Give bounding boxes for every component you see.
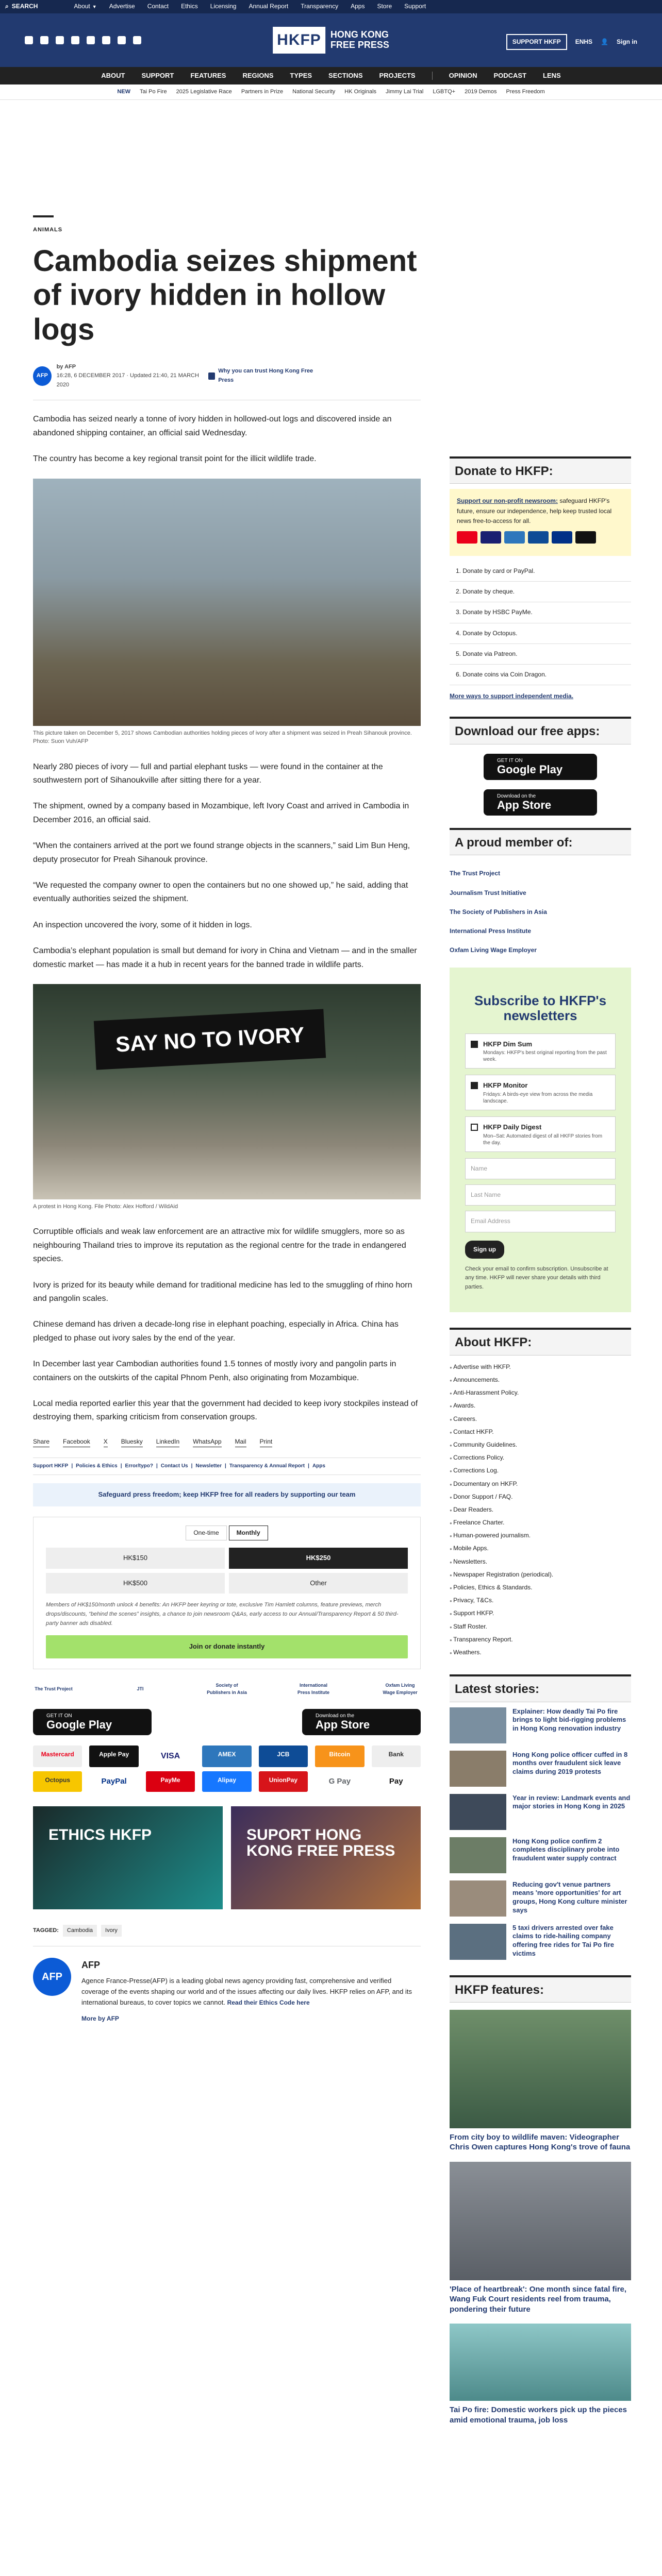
nav-sections[interactable]: SECTIONS bbox=[328, 71, 363, 79]
about-link[interactable]: ● Mobile Apps. bbox=[450, 1542, 631, 1555]
about-link[interactable]: ● Freelance Charter. bbox=[450, 1516, 631, 1529]
newsletter-title: Subscribe to HKFP's newsletters bbox=[474, 993, 607, 1023]
freq-one-time[interactable]: One-time bbox=[186, 1526, 226, 1540]
share-mail[interactable]: Mail bbox=[235, 1437, 246, 1447]
share-linkedin[interactable]: LinkedIn bbox=[156, 1437, 179, 1447]
instagram-icon[interactable] bbox=[56, 36, 64, 44]
about-link[interactable]: ● Awards. bbox=[450, 1399, 631, 1412]
sidebar bbox=[450, 456, 631, 2434]
paypal-icon bbox=[552, 531, 572, 544]
mastercard-icon bbox=[457, 531, 477, 544]
byline-author[interactable]: by AFP bbox=[56, 363, 76, 370]
nav-features[interactable]: FEATURES bbox=[190, 71, 226, 79]
utility-nav-contact[interactable]: Contact bbox=[147, 3, 169, 10]
tag-list bbox=[33, 1925, 421, 1947]
bluesky-icon[interactable] bbox=[87, 36, 95, 44]
jti-logo[interactable]: Journalism Trust Initiative bbox=[450, 889, 526, 896]
footer-link[interactable]: Contact Us bbox=[160, 1463, 188, 1469]
protest-banner: SAY NO TO IVORY bbox=[94, 1009, 326, 1070]
footer-link[interactable]: Error/typo? bbox=[125, 1463, 153, 1469]
latest-story[interactable]: Hong Kong police confirm 2 completes disciplinary probe into fraudulent water supply contract bbox=[450, 1837, 631, 1873]
tags-label: TAGGED: bbox=[33, 1927, 59, 1934]
trust-project-logo[interactable]: The Trust Project bbox=[35, 1686, 73, 1692]
utility-nav-annual-report[interactable]: Annual Report bbox=[249, 3, 289, 10]
feature-story[interactable]: From city boy to wildlife maven: Videographer Chris Owen captures Hong Kong's trove of fauna bbox=[450, 2010, 631, 2153]
site-logo[interactable]: HKFP HONG KONG FREE PRESS bbox=[273, 27, 389, 54]
utility-nav-store[interactable]: Store bbox=[377, 3, 392, 10]
main-navigation bbox=[0, 67, 662, 84]
donate-option[interactable]: 6. Donate coins via Coin Dragon. bbox=[450, 665, 631, 685]
about-link[interactable]: ● Policies, Ethics & Standards. bbox=[450, 1581, 631, 1594]
category-rule bbox=[33, 215, 54, 217]
article-footer-links: Support HKFP | Policies & Ethics | Error/typo? | Contact Us | Newsletter | Transparency & Annual Report | Apps bbox=[33, 1458, 421, 1475]
sopa-logo[interactable]: Society of Publishers in Asia bbox=[207, 1683, 247, 1696]
ivory-seizure-photo bbox=[33, 479, 421, 726]
trending-item[interactable]: National Security bbox=[292, 88, 336, 95]
trending-item[interactable]: 2025 Legislative Race bbox=[176, 88, 232, 95]
latest-story[interactable]: Reducing gov't venue partners means 'more opportunities' for art groups, Hong Kong culture minister says bbox=[450, 1880, 631, 1917]
article-paragraph: Cambodia has seized nearly a tonne of ivory hidden in hollowed-out logs and discovered inside an abandoned shipping container, an official said Wednesday. bbox=[33, 415, 392, 437]
youtube-icon[interactable] bbox=[102, 36, 110, 44]
jti-logo[interactable]: JTI bbox=[137, 1686, 144, 1692]
sopa-logo[interactable]: The Society of Publishers in Asia bbox=[450, 908, 547, 916]
apps-section-title: Download our free apps: bbox=[450, 717, 631, 744]
sidebar-store-buttons bbox=[450, 754, 631, 816]
apple-pay-text-icon: Pay bbox=[372, 1771, 421, 1792]
promo-banners bbox=[33, 1806, 421, 1909]
frequency-toggle bbox=[46, 1526, 408, 1540]
top-utility-bar bbox=[0, 0, 662, 13]
more-by-author-link[interactable]: More by AFP bbox=[81, 2015, 119, 2023]
newsletter-option[interactable]: HKFP Monitor Fridays: A birds-eye view from across the media landscape. bbox=[465, 1075, 616, 1110]
article-paragraph: Ivory is prized for its beauty while demand for traditional medicine has led to the smuggling of rhino horn and pangolin scales. bbox=[33, 1280, 412, 1303]
about-link[interactable]: ● Announcements. bbox=[450, 1374, 631, 1386]
store-buttons bbox=[33, 1709, 421, 1735]
latest-section-title: Latest stories: bbox=[450, 1674, 631, 1702]
about-link[interactable]: ● Newspaper Registration (periodical). bbox=[450, 1568, 631, 1581]
more-ways-link[interactable]: More ways to support independent media. bbox=[450, 692, 574, 700]
article bbox=[33, 215, 421, 2025]
article-paragraph: The country has become a key regional transit point for the illicit wildlife trade. bbox=[33, 454, 317, 464]
article-paragraph: Chinese demand has driven a decade-long rise in elephant poaching, especially in Africa. China has pledged to phase out ivory sales by the end of the year. bbox=[33, 1320, 399, 1343]
author-name[interactable]: AFP bbox=[81, 1960, 100, 1971]
features-section-title: HKFP features: bbox=[450, 1975, 631, 2003]
utility-nav-transparency[interactable]: Transparency bbox=[301, 3, 339, 10]
support-promo[interactable]: SUPORT HONG KONG FREE PRESS bbox=[231, 1806, 421, 1909]
about-links bbox=[450, 1361, 631, 1659]
amount-option-selected[interactable]: HK$250 bbox=[229, 1548, 408, 1569]
latest-story[interactable]: Hong Kong police officer cuffed in 8 months over fraudulent sick leave claims during 2019 protests bbox=[450, 1751, 631, 1787]
about-link[interactable]: ● Human-powered journalism. bbox=[450, 1529, 631, 1542]
email-icon[interactable] bbox=[118, 36, 126, 44]
donate-option[interactable]: 2. Donate by cheque. bbox=[450, 582, 631, 602]
donate-intro: Support our non-profit newsroom: safeguard HKFP's future, ensure our independence, help keep trusted local news free-to-access for all. bbox=[450, 489, 631, 556]
about-link[interactable]: ● Community Guidelines. bbox=[450, 1438, 631, 1451]
paypal-icon: PayPal bbox=[89, 1771, 138, 1792]
trending-new-badge: NEW bbox=[117, 88, 130, 95]
trust-link[interactable]: Why you can trust Hong Kong Free Press bbox=[208, 367, 323, 385]
x-icon[interactable] bbox=[40, 36, 48, 44]
trending-item[interactable]: Partners in Prize bbox=[241, 88, 284, 95]
donate-widget bbox=[33, 1517, 421, 1669]
nav-types[interactable]: TYPES bbox=[290, 71, 312, 79]
footer-link[interactable]: Newsletter bbox=[195, 1463, 222, 1469]
utility-nav-licensing[interactable]: Licensing bbox=[210, 3, 237, 10]
alipay-icon: Alipay bbox=[202, 1771, 251, 1792]
apple-pay-icon bbox=[575, 531, 596, 544]
article-paragraph: Local media reported earlier this year that the government had decided to keep ivory stockpiles instead of destroying them, sparking criticism from conservation groups. bbox=[33, 1399, 418, 1422]
protest-photo bbox=[33, 984, 421, 1199]
trending-bar bbox=[0, 84, 662, 100]
article-paragraph: “We requested the company owner to open the containers but no one showed up,” he said, adding that eventually authorities seized the shipment. bbox=[33, 880, 408, 904]
article-title: Cambodia seizes shipment of ivory hidden in hollow logs bbox=[33, 244, 417, 346]
about-link[interactable]: ● Advertise with HKFP. bbox=[450, 1361, 631, 1374]
story-thumbnail bbox=[450, 1707, 506, 1743]
feature-story[interactable]: Tai Po fire: Domestic workers pick up the pieces amid emotional trauma, job loss bbox=[450, 2324, 631, 2425]
nav-lens[interactable]: LENS bbox=[543, 71, 561, 79]
feature-image bbox=[450, 2162, 631, 2280]
story-thumbnail bbox=[450, 1880, 506, 1917]
article-paragraph: Corruptible officials and weak law enforcement are an attractive mix for wildlife smugglers, more so as neighbouring Thailand tries to improve its reputation as the regional centre for the trade in endangered species. bbox=[33, 1227, 406, 1264]
donate-option[interactable]: 4. Donate by Octopus. bbox=[450, 623, 631, 644]
user-icon: 👤 bbox=[601, 38, 608, 45]
byline bbox=[33, 363, 421, 401]
about-link[interactable]: ● Contact HKFP. bbox=[450, 1426, 631, 1438]
article-paragraph: An inspection uncovered the ivory, some of it hidden in logs. bbox=[33, 920, 252, 929]
ipi-logo[interactable]: International Press Institute bbox=[297, 1683, 330, 1696]
trending-item[interactable]: 2019 Demos bbox=[465, 88, 497, 95]
photo-caption: This picture taken on December 5, 2017 shows Cambodian authorities holding pieces of ivory after a shipment was seized in Preah Sihanouk province. Photo: Suon Vuh/AFP bbox=[33, 730, 412, 745]
utility-nav-support[interactable]: Support bbox=[404, 3, 426, 10]
newsletter-option[interactable]: HKFP Dim Sum Mondays: HKFP's best original reporting from the past week. bbox=[465, 1033, 616, 1069]
photo-caption: A protest in Hong Kong. File Photo: Alex Hofford / WildAid bbox=[33, 1203, 178, 1210]
join-donate-button[interactable]: Join or donate instantly bbox=[46, 1635, 408, 1658]
oxfam-logo[interactable]: Oxfam Living Wage Employer bbox=[450, 946, 537, 954]
footer-link[interactable]: Support HKFP bbox=[33, 1463, 69, 1469]
trending-item[interactable]: HK Originals bbox=[344, 88, 377, 95]
share-facebook[interactable]: Facebook bbox=[63, 1437, 90, 1447]
share-print[interactable]: Print bbox=[260, 1437, 273, 1447]
story-thumbnail bbox=[450, 1924, 506, 1960]
tag[interactable]: Cambodia bbox=[63, 1925, 97, 1937]
article-category[interactable]: ANIMALS bbox=[33, 227, 63, 233]
nav-opinion[interactable]: OPINION bbox=[449, 71, 477, 79]
trending-item[interactable]: Jimmy Lai Trial bbox=[386, 88, 424, 95]
visa-icon bbox=[481, 531, 501, 544]
donate-section-title: Donate to HKFP: bbox=[450, 456, 631, 484]
story-thumbnail bbox=[450, 1837, 506, 1873]
oxfam-logo[interactable]: Oxfam Living Wage Employer bbox=[383, 1683, 418, 1696]
author-avatar-large[interactable]: AFP bbox=[33, 1958, 71, 1996]
member-section-title: A proud member of: bbox=[450, 828, 631, 855]
feature-image bbox=[450, 2324, 631, 2401]
amount-option[interactable]: HK$150 bbox=[46, 1548, 225, 1569]
nav-regions[interactable]: REGIONS bbox=[242, 71, 274, 79]
amount-options bbox=[46, 1548, 408, 1594]
amount-option[interactable]: Other bbox=[229, 1573, 408, 1594]
member-logos bbox=[450, 860, 631, 968]
donate-option[interactable]: 3. Donate by HSBC PayMe. bbox=[450, 602, 631, 623]
feature-image bbox=[450, 2010, 631, 2128]
checkbox[interactable] bbox=[471, 1124, 478, 1131]
trending-item[interactable]: LGBTQ+ bbox=[433, 88, 456, 95]
sign-up-button[interactable]: Sign up bbox=[465, 1241, 504, 1259]
chevron-down-icon: ▼ bbox=[92, 4, 97, 9]
amount-option[interactable]: HK$500 bbox=[46, 1573, 225, 1594]
amex-icon bbox=[504, 531, 525, 544]
about-section-title: About HKFP: bbox=[450, 1328, 631, 1355]
partner-logos bbox=[33, 1682, 421, 1697]
jcb-icon bbox=[528, 531, 549, 544]
ethics-promo[interactable]: ETHICS HKFP bbox=[33, 1806, 223, 1909]
email-input[interactable]: Email Address bbox=[465, 1211, 616, 1232]
share-bluesky[interactable]: Bluesky bbox=[121, 1437, 143, 1447]
ethics-code-link[interactable]: Read their Ethics Code here bbox=[227, 1998, 310, 2006]
utility-nav-about[interactable]: About ▼ bbox=[74, 3, 97, 10]
visa-icon: VISA bbox=[146, 1745, 195, 1767]
payme-icon: PayMe bbox=[146, 1771, 195, 1792]
nav-divider bbox=[432, 72, 433, 80]
about-link[interactable]: ● Transparency Report. bbox=[450, 1633, 631, 1646]
about-link[interactable]: ● Weathers. bbox=[450, 1646, 631, 1659]
article-paragraph: Nearly 280 pieces of ivory — full and partial elephant tusks — were found in the container at the southwestern port of Sihanoukville after sitting there for a year. bbox=[33, 762, 383, 785]
card-icons bbox=[457, 531, 624, 544]
checkbox-checked[interactable] bbox=[471, 1041, 478, 1048]
shield-icon bbox=[208, 372, 215, 380]
story-thumbnail bbox=[450, 1751, 506, 1787]
about-link[interactable]: ● Donor Support / FAQ. bbox=[450, 1490, 631, 1503]
share-label[interactable]: Share bbox=[33, 1437, 49, 1447]
nav-projects[interactable]: PROJECTS bbox=[379, 71, 416, 79]
feature-story[interactable]: 'Place of heartbreak': One month since fatal fire, Wang Fuk Court residents reel from trauma, pondering their future bbox=[450, 2162, 631, 2315]
utility-nav-advertise[interactable]: Advertise bbox=[109, 3, 135, 10]
google-pay-icon: G Pay bbox=[315, 1771, 364, 1792]
search-button[interactable]: ⌕ SEARCH bbox=[5, 2, 38, 11]
sign-in-link[interactable]: Sign in bbox=[617, 38, 637, 45]
threads-icon[interactable] bbox=[71, 36, 79, 44]
payment-methods bbox=[33, 1745, 421, 1792]
nav-support[interactable]: SUPPORT bbox=[141, 71, 174, 79]
footer-link[interactable]: Apps bbox=[312, 1463, 325, 1469]
about-link[interactable]: ● Anti-Harassment Policy. bbox=[450, 1386, 631, 1399]
donate-intro-link[interactable]: Support our non-profit newsroom: bbox=[457, 497, 558, 505]
utility-nav-apps[interactable]: Apps bbox=[351, 3, 365, 10]
support-hkfp-button[interactable]: SUPPORT HKFP bbox=[506, 34, 567, 50]
about-link[interactable]: ● Privacy, T&Cs. bbox=[450, 1594, 631, 1607]
last-name-input[interactable]: Last Name bbox=[465, 1184, 616, 1206]
about-link[interactable]: ● Documentary on HKFP. bbox=[450, 1478, 631, 1490]
footer-link[interactable]: Transparency & Annual Report bbox=[229, 1463, 305, 1469]
language-toggle[interactable]: ENHS bbox=[575, 38, 593, 45]
share-bar bbox=[33, 1437, 421, 1447]
amex-icon: AMEX bbox=[202, 1745, 251, 1767]
unionpay-icon: UnionPay bbox=[259, 1771, 308, 1792]
latest-story[interactable]: Explainer: How deadly Tai Po fire brings to light bid-rigging problems in Hong Kong renovation industry bbox=[450, 1707, 631, 1743]
safeguard-banner[interactable]: Safeguard press freedom; keep HKFP free for all readers by supporting our team bbox=[33, 1483, 421, 1506]
author-avatar[interactable]: AFP bbox=[33, 366, 52, 386]
octopus-icon: Octopus bbox=[33, 1771, 82, 1792]
mastercard-icon: Mastercard bbox=[33, 1745, 82, 1767]
share-x[interactable]: X bbox=[104, 1437, 108, 1447]
author-bio: Agence France-Presse(AFP) is a leading global news agency providing fast, comprehensive and verified coverage of the events shaping our world and of the issues affecting our daily lives. HKFP relies on AFP, and its international bureaus, to cover topics we cannot. bbox=[81, 1977, 412, 2006]
share-whatsapp[interactable]: WhatsApp bbox=[193, 1437, 221, 1447]
latest-story[interactable]: Year in review: Landmark events and major stories in Hong Kong in 2025 bbox=[450, 1794, 631, 1830]
jcb-icon: JCB bbox=[259, 1745, 308, 1767]
membership-note: Members of HK$150/month unlock 4 benefits: An HKFP beer keyring or tote, exclusive Tim Hamlett columns, feature previews, merch drops/discounts, “behind the scenes” insights, a chance to join newsroom Q&As, early access to our Annual/Transparency Report & 50 third-party banner ads disabled. bbox=[46, 1602, 399, 1626]
about-link[interactable]: ● Newsletters. bbox=[450, 1555, 631, 1568]
byline-date: 16:28, 6 DECEMBER 2017 · Updated 21:40, 21 MARCH 2020 bbox=[56, 372, 199, 388]
about-link[interactable]: ● Support HKFP. bbox=[450, 1607, 631, 1620]
freq-monthly[interactable]: Monthly bbox=[229, 1526, 268, 1540]
trending-item[interactable]: Tai Po Fire bbox=[139, 88, 167, 95]
app-store-button[interactable]: Download on the App Store bbox=[484, 789, 597, 816]
footer-link[interactable]: Policies & Ethics bbox=[76, 1463, 118, 1469]
newsletter-note: Check your email to confirm subscription. Unsubscribe at any time. HKFP will never share your details with third parties. bbox=[465, 1265, 608, 1290]
utility-nav-ethics[interactable]: Ethics bbox=[181, 3, 198, 10]
about-link[interactable]: ● Careers. bbox=[450, 1413, 631, 1426]
search-icon: ⌕ bbox=[5, 3, 9, 10]
about-link[interactable]: ● Staff Roster. bbox=[450, 1620, 631, 1633]
name-input[interactable]: Name bbox=[465, 1158, 616, 1179]
newsletter-signup bbox=[450, 968, 631, 1312]
site-header bbox=[0, 13, 662, 67]
tag[interactable]: Ivory bbox=[101, 1925, 122, 1937]
author-box bbox=[33, 1958, 421, 2025]
article-paragraph: “When the containers arrived at the port we found strange objects in the scanners,” said Lim Bun Heng, deputy prosecutor for Preah Sihanouk province. bbox=[33, 841, 410, 864]
latest-story[interactable]: 5 taxi drivers arrested over fake claims to ride-hailing company offering free rides for Tai Po fire victims bbox=[450, 1924, 631, 1960]
nav-about[interactable]: ABOUT bbox=[101, 71, 125, 79]
facebook-icon[interactable] bbox=[25, 36, 33, 44]
trending-item[interactable]: Press Freedom bbox=[506, 88, 545, 95]
utility-nav bbox=[74, 2, 426, 11]
about-link[interactable]: ● Dear Readers. bbox=[450, 1503, 631, 1516]
about-link[interactable]: ● Corrections Policy. bbox=[450, 1451, 631, 1464]
nav-podcast[interactable]: PODCAST bbox=[493, 71, 527, 79]
social-links bbox=[25, 36, 141, 44]
about-link[interactable]: ● Corrections Log. bbox=[450, 1464, 631, 1477]
google-play-button[interactable]: GET IT ON Google Play bbox=[484, 754, 597, 780]
bitcoin-icon: Bitcoin bbox=[315, 1745, 364, 1767]
trust-project-logo[interactable]: The Trust Project bbox=[450, 870, 501, 877]
article-paragraph: In December last year Cambodian authorities found 1.5 tonnes of mostly ivory and pangolin parts in containers on the outskirts of the capital Phnom Penh, also originating from Mozambique. bbox=[33, 1360, 396, 1382]
app-store-button[interactable]: Download on the App Store bbox=[302, 1709, 421, 1735]
bank-icon: Bank bbox=[372, 1745, 421, 1767]
google-play-button[interactable]: GET IT ON Google Play bbox=[33, 1709, 152, 1735]
telegram-icon[interactable] bbox=[133, 36, 141, 44]
story-thumbnail bbox=[450, 1794, 506, 1830]
donate-option[interactable]: 5. Donate via Patreon. bbox=[450, 644, 631, 665]
article-paragraph: The shipment, owned by a company based in Mozambique, left Ivory Coast and arrived in Cambodia in December 2016, an official said. bbox=[33, 802, 409, 824]
newsletter-option[interactable]: HKFP Daily Digest Mon–Sat: Automated digest of all HKFP stories from the day. bbox=[465, 1116, 616, 1152]
ipi-logo[interactable]: International Press Institute bbox=[450, 927, 532, 935]
apple-pay-icon: Apple Pay bbox=[89, 1745, 138, 1767]
donate-option[interactable]: 1. Donate by card or PayPal. bbox=[450, 561, 631, 582]
checkbox-checked[interactable] bbox=[471, 1082, 478, 1089]
article-paragraph: Cambodia’s elephant population is small but demand for ivory in China and Vietnam — and in the smaller domestic market — has made it a hub in recent years for the banned trade in wildlife parts. bbox=[33, 946, 417, 969]
